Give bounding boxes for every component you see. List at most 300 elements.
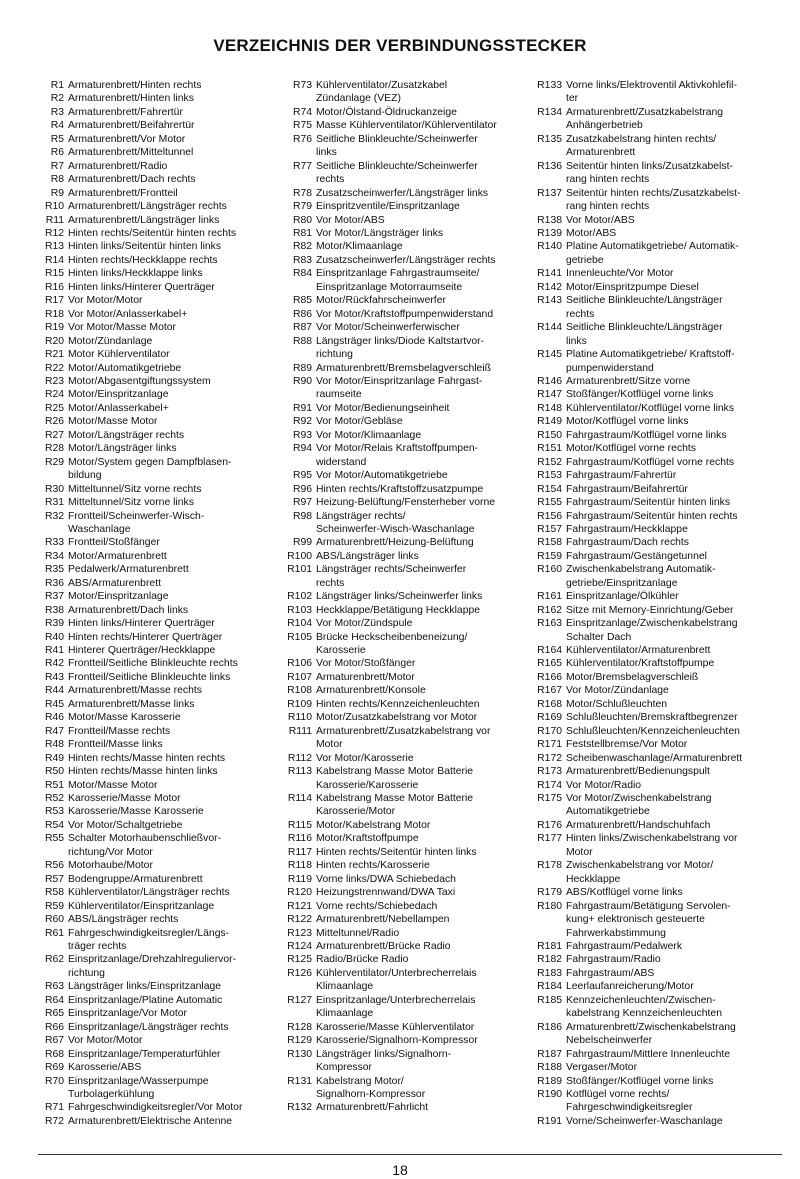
connector-code: R70 xyxy=(44,1075,64,1087)
connector-code: R124 xyxy=(287,941,312,952)
connector-entry xyxy=(524,536,772,549)
connector-code: R186 xyxy=(537,1021,562,1033)
connector-entry xyxy=(278,308,522,321)
connector-description-line: Hinten rechts/Masse hinten rechts xyxy=(68,752,226,764)
connector-description-line: Vor Motor/Motor xyxy=(68,295,143,307)
connector-entry xyxy=(278,900,522,913)
connector-code: R76 xyxy=(292,133,312,145)
connector-description-line: Hinten links/Zwischenkabelstrang vor xyxy=(566,833,738,845)
connector-description-line: Vor Motor/Kraftstoffpumpenwiderstand xyxy=(316,308,494,320)
connector-code: R13 xyxy=(44,241,64,253)
connector-code: R163 xyxy=(537,618,562,630)
connector-code: R81 xyxy=(292,227,312,239)
connector-description-line: Scheinwerfer-Wisch-Waschanlage xyxy=(316,523,475,535)
connector-description xyxy=(68,886,268,899)
connector-description-line: Seitentür hinten rechts/Zusatzkabelst- xyxy=(566,187,741,199)
connector-description xyxy=(316,321,522,334)
connector-description-line: Armaturenbrett/Konsole xyxy=(316,685,426,697)
connector-code: R32 xyxy=(44,510,64,522)
connector-entry xyxy=(278,846,522,859)
connector-code: R15 xyxy=(44,268,64,280)
connector-entry xyxy=(36,362,268,375)
connector-entry xyxy=(36,388,268,401)
connector-code: R115 xyxy=(287,819,312,831)
connector-entry xyxy=(36,510,268,537)
connector-entry xyxy=(524,953,772,966)
connector-entry xyxy=(524,523,772,536)
connector-description-line: Frontteil/Masse links xyxy=(68,739,163,751)
connector-description-line: Scheibenwaschanlage/Armaturenbrett xyxy=(566,752,743,764)
connector-code: R19 xyxy=(44,322,64,334)
connector-entry xyxy=(36,536,268,549)
connector-entry xyxy=(524,1061,772,1074)
connector-description xyxy=(316,563,522,590)
connector-description-line: Armaturenbrett/Masse rechts xyxy=(68,685,202,697)
connector-code: R50 xyxy=(44,766,64,778)
connector-description xyxy=(68,106,268,119)
connector-code: R44 xyxy=(44,685,64,697)
connector-description-line: Automatikgetriebe xyxy=(566,806,650,818)
connector-description xyxy=(566,940,772,953)
connector-code: R166 xyxy=(537,671,562,683)
connector-description-line: Vor Motor/Stoßfänger xyxy=(316,658,416,670)
connector-description xyxy=(316,362,522,375)
page-title: VERZEICHNIS DER VERBINDUNGSSTECKER xyxy=(213,36,587,55)
connector-description-line: Einspritzanlage/Längsträger rechts xyxy=(68,1021,229,1033)
connector-description-line: Platine Automatikgetriebe/ Kraftstoff- xyxy=(566,349,735,361)
connector-entry xyxy=(36,240,268,253)
connector-entry xyxy=(278,1048,522,1075)
connector-description-line: Vor Motor/Motor xyxy=(68,1035,143,1047)
connector-description-line: Kühlerventilator/Einspritzanlage xyxy=(68,900,215,912)
connector-description-line: Fahrgastraum/Mittlere Innenleuchte xyxy=(566,1048,731,1060)
connector-description xyxy=(566,536,772,549)
connector-description xyxy=(566,160,772,187)
connector-description-line: Motor/Anlasserkabel+ xyxy=(68,402,169,414)
connector-entry xyxy=(524,657,772,670)
connector-code: R142 xyxy=(537,281,562,293)
connector-description-line: Kabelstrang Masse Motor Batterie xyxy=(316,793,474,805)
connector-description-line: Zwischenkabelstrang vor Motor/ xyxy=(566,860,714,872)
connector-description-line: Zwischenkabelstrang Automatik- xyxy=(566,564,716,576)
connector-description-line: Armaturenbrett/Fahrertür xyxy=(68,106,183,118)
connector-entry xyxy=(278,254,522,267)
connector-description xyxy=(68,227,268,240)
connector-entry xyxy=(524,79,772,106)
connector-description-line: Zusatzscheinwerfer/Längsträger links xyxy=(316,187,489,199)
connector-description-line: kabelstrang Kennzeichenleuchten xyxy=(566,1008,722,1020)
connector-code: R189 xyxy=(537,1075,562,1087)
connector-code: R79 xyxy=(292,201,312,213)
connector-entry xyxy=(524,402,772,415)
connector-entry xyxy=(36,792,268,805)
connector-description-line: Motor/Einspritzanlage xyxy=(68,591,169,603)
connector-code: R187 xyxy=(537,1048,562,1060)
connector-description xyxy=(316,133,522,160)
connector-code: R161 xyxy=(537,591,562,603)
connector-description-line: Motor/Kotflügel vorne rechts xyxy=(566,443,696,455)
connector-entry xyxy=(278,1101,522,1114)
connector-description xyxy=(566,456,772,469)
connector-description xyxy=(566,294,772,321)
connector-description-line: Einspritzanlage Motorraumseite xyxy=(316,281,463,293)
connector-description-line: Stoßfänger/Kotflügel vorne links xyxy=(566,389,714,401)
connector-description-line: Frontteil/Masse rechts xyxy=(68,725,171,737)
connector-description-line: Armaturenbrett/Elektrische Antenne xyxy=(68,1115,233,1127)
connector-description-line: rang hinten rechts xyxy=(566,174,650,186)
connector-code: R134 xyxy=(537,106,562,118)
connector-entry xyxy=(278,550,522,563)
connector-description-line: links xyxy=(566,335,587,347)
connector-description-line: Seitentür hinten links/Zusatzkabelst- xyxy=(566,160,733,172)
connector-entry xyxy=(524,1115,772,1128)
connector-description-line: Einspritzanlage/Wasserpumpe xyxy=(68,1075,209,1087)
connector-description-line: Armaturenbrett/Hinten links xyxy=(68,93,194,105)
connector-code: R90 xyxy=(292,375,312,387)
connector-entry xyxy=(278,79,522,106)
connector-code: R28 xyxy=(44,443,64,455)
connector-entry xyxy=(36,308,268,321)
connector-description xyxy=(316,214,522,227)
connector-description-line: Fahrgastraum/Seitentür hinten links xyxy=(566,497,731,509)
connector-code: R96 xyxy=(292,483,312,495)
connector-entry xyxy=(524,738,772,751)
connector-description-line: Fahrgeschwindigkeitsregler/Vor Motor xyxy=(68,1102,243,1114)
connector-code: R48 xyxy=(44,739,64,751)
connector-description-line: Fahrwerkabstimmung xyxy=(566,927,666,939)
connector-description xyxy=(566,725,772,738)
connector-description-line: Heckklappe/Betätigung Heckklappe xyxy=(316,604,481,616)
connector-description-line: richtung xyxy=(316,349,353,361)
connector-description xyxy=(68,335,268,348)
connector-entry xyxy=(36,577,268,590)
connector-description-line: Fahrgeschwindigkeitsregler xyxy=(566,1102,693,1114)
connector-description xyxy=(566,900,772,940)
connector-entry xyxy=(278,698,522,711)
connector-description xyxy=(68,738,268,751)
connector-description-line: Motor/Zündanlage xyxy=(68,335,153,347)
connector-entry xyxy=(524,684,772,697)
connector-entry xyxy=(278,214,522,227)
connector-list-column-1 xyxy=(36,79,268,1128)
connector-description xyxy=(316,1048,522,1075)
connector-entry xyxy=(36,119,268,132)
connector-description-line: Mitteltunnel/Sitz vorne rechts xyxy=(68,483,202,495)
connector-description-line: Motorhaube/Motor xyxy=(68,860,153,872)
connector-entry xyxy=(36,1061,268,1074)
connector-description-line: Armaturenbrett/Bedienungspult xyxy=(566,766,710,778)
connector-code: R58 xyxy=(44,887,64,899)
connector-description-line: Armaturenbrett/Längsträger links xyxy=(68,214,220,226)
connector-description-line: Klimaanlage xyxy=(316,981,374,993)
connector-description-line: Hinten rechts/Kennzeichenleuchten xyxy=(316,698,480,710)
connector-description xyxy=(68,900,268,913)
connector-code: R94 xyxy=(292,443,312,455)
connector-entry xyxy=(36,335,268,348)
connector-code: R127 xyxy=(287,994,312,1006)
connector-description-line: Motor Kühlerventilator xyxy=(68,349,170,361)
connector-description xyxy=(316,536,522,549)
connector-description-line: Fahrgastraum/Radio xyxy=(566,954,661,966)
connector-description-line: Motor/Rückfahrscheinwerfer xyxy=(316,295,446,307)
connector-description xyxy=(68,510,268,537)
connector-description-line: Fahrgastraum/Seitentür hinten rechts xyxy=(566,510,738,522)
connector-description xyxy=(68,321,268,334)
connector-entry xyxy=(36,819,268,832)
connector-entry xyxy=(278,375,522,402)
connector-description-line: Armaturenbrett/Längsträger rechts xyxy=(68,201,227,213)
connector-description-line: getriebe/Einspritzanlage xyxy=(566,577,678,589)
connector-entry xyxy=(524,752,772,765)
connector-entry xyxy=(36,1101,268,1114)
connector-entry xyxy=(36,604,268,617)
connector-entry xyxy=(524,106,772,133)
connector-entry xyxy=(278,510,522,537)
connector-description-line: Frontteil/Stoßfänger xyxy=(68,537,160,549)
connector-code: R60 xyxy=(44,914,64,926)
connector-code: R82 xyxy=(292,241,312,253)
connector-entry xyxy=(524,160,772,187)
connector-code: R105 xyxy=(287,631,312,643)
connector-description-line: Einspritzventile/Einspritzanlage xyxy=(316,201,460,213)
connector-description xyxy=(566,819,772,832)
connector-entry xyxy=(524,133,772,160)
connector-description xyxy=(566,1061,772,1074)
connector-description-line: Karosserie/Signalhorn-Kompressor xyxy=(316,1035,478,1047)
connector-description-line: kung+ elektronisch gesteuerte xyxy=(566,914,705,926)
connector-description xyxy=(68,994,268,1007)
connector-description-line: Brücke Heckscheibenbeneizung/ xyxy=(316,631,468,643)
connector-description xyxy=(68,1048,268,1061)
connector-description xyxy=(566,644,772,657)
connector-description xyxy=(566,563,772,590)
connector-description-line: Schlußleuchten/Bremskraftbegrenzer xyxy=(566,712,738,724)
connector-code: R155 xyxy=(537,497,562,509)
connector-description-line: raumseite xyxy=(316,389,362,401)
connector-code: R78 xyxy=(292,187,312,199)
connector-code: R109 xyxy=(287,698,312,710)
connector-description xyxy=(68,214,268,227)
connector-description-line: Vor Motor/Zwischenkabelstrang xyxy=(566,793,712,805)
connector-entry xyxy=(278,684,522,697)
connector-description-line: Heizungstrennwand/DWA Taxi xyxy=(316,887,456,899)
connector-description-line: Motor/Kabelstrang Motor xyxy=(316,819,431,831)
connector-code: R53 xyxy=(44,806,64,818)
connector-code: R55 xyxy=(44,833,64,845)
connector-description-line: Armaturenbrett/Beifahrertür xyxy=(68,120,195,132)
connector-description xyxy=(68,146,268,159)
connector-entry xyxy=(524,442,772,455)
connector-description xyxy=(68,644,268,657)
connector-code: R140 xyxy=(537,241,562,253)
connector-code: R86 xyxy=(292,308,312,320)
connector-code: R153 xyxy=(537,470,562,482)
connector-description-line: Kennzeichenleuchten/Zwischen- xyxy=(566,994,716,1006)
connector-description-line: Fahrgastraum/Kotflügel vorne rechts xyxy=(566,456,735,468)
connector-code: R125 xyxy=(287,954,312,966)
connector-description xyxy=(316,940,522,953)
connector-code: R169 xyxy=(537,712,562,724)
connector-entry xyxy=(36,267,268,280)
connector-description xyxy=(68,294,268,307)
connector-description xyxy=(566,133,772,160)
connector-description xyxy=(68,92,268,105)
connector-description xyxy=(316,873,522,886)
connector-entry xyxy=(524,227,772,240)
connector-code: R157 xyxy=(537,523,562,535)
connector-entry xyxy=(524,1088,772,1115)
connector-code: R116 xyxy=(287,833,312,845)
connector-description xyxy=(316,927,522,940)
connector-description xyxy=(566,483,772,496)
connector-entry xyxy=(278,617,522,630)
connector-entry xyxy=(36,873,268,886)
connector-description-line: Vor Motor/Relais Kraftstoffpumpen- xyxy=(316,443,479,455)
connector-entry xyxy=(36,550,268,563)
connector-description-line: ABS/Kotflügel vorne links xyxy=(566,887,683,899)
connector-code: R57 xyxy=(44,873,64,885)
connector-description-line: Fahrgastraum/ABS xyxy=(566,967,655,979)
connector-code: R72 xyxy=(44,1115,64,1127)
connector-entry xyxy=(36,429,268,442)
connector-code: R56 xyxy=(44,860,64,872)
connector-entry xyxy=(524,348,772,375)
connector-description-line: Armaturenbrett/Hinten rechts xyxy=(68,80,202,91)
connector-code: R120 xyxy=(287,887,312,899)
connector-code: R177 xyxy=(537,833,562,845)
connector-description-line: Schlußleuchten/Kennzeichenleuchten xyxy=(566,725,740,737)
connector-description xyxy=(68,617,268,630)
connector-code: R111 xyxy=(288,725,312,737)
connector-entry xyxy=(36,738,268,751)
connector-description xyxy=(566,994,772,1021)
connector-description xyxy=(566,590,772,603)
connector-code: R45 xyxy=(44,698,64,710)
connector-entry xyxy=(524,415,772,428)
connector-entry xyxy=(36,173,268,186)
connector-code: R164 xyxy=(537,645,562,657)
connector-code: R154 xyxy=(537,483,562,495)
connector-description xyxy=(316,765,522,792)
connector-description xyxy=(316,79,522,106)
connector-description-line: Einspritzanlage/Unterbrecherrelais xyxy=(316,994,476,1006)
connector-entry xyxy=(278,496,522,509)
connector-description xyxy=(68,1115,268,1128)
connector-description-line: Hinten links/Seitentür hinten links xyxy=(68,241,222,253)
connector-code: R158 xyxy=(537,537,562,549)
connector-entry xyxy=(36,200,268,213)
connector-description xyxy=(316,900,522,913)
connector-entry xyxy=(524,187,772,214)
connector-code: R175 xyxy=(537,793,562,805)
connector-code: R112 xyxy=(287,752,312,764)
connector-code: R97 xyxy=(292,497,312,509)
connector-entry xyxy=(36,953,268,980)
connector-entry xyxy=(36,590,268,603)
connector-description-line: bildung xyxy=(68,470,102,482)
connector-code: R54 xyxy=(44,819,64,831)
connector-code: R46 xyxy=(44,712,64,724)
connector-description-line: Seitliche Blinkleuchte/Längsträger xyxy=(566,295,723,307)
connector-entry xyxy=(278,657,522,670)
connector-code: R148 xyxy=(537,402,562,414)
connector-entry xyxy=(36,631,268,644)
connector-description-line: ter xyxy=(566,93,579,105)
connector-entry xyxy=(524,698,772,711)
connector-entry xyxy=(36,214,268,227)
connector-code: R25 xyxy=(44,402,64,414)
connector-entry xyxy=(36,496,268,509)
connector-description-line: Armaturenbrett/Motor xyxy=(316,671,415,683)
connector-description-line: Masse Kühlerventilator/Kühlerventilator xyxy=(316,120,497,132)
connector-description xyxy=(316,698,522,711)
connector-code: R117 xyxy=(287,846,312,858)
connector-description-line: Heizung-Belüftung/Fensterheber vorne xyxy=(316,497,496,509)
connector-entry xyxy=(36,442,268,455)
connector-entry xyxy=(36,644,268,657)
connector-code: R165 xyxy=(537,658,562,670)
connector-description-line: Armaturenbrett/Sitze vorne xyxy=(566,375,691,387)
connector-description xyxy=(316,187,522,200)
connector-description xyxy=(316,792,522,819)
connector-description xyxy=(68,119,268,132)
connector-description xyxy=(68,953,268,980)
connector-description-line: Motor/Abgasentgiftungssystem xyxy=(68,375,211,387)
connector-description-line: Kühlerventilator/Unterbrecherrelais xyxy=(316,967,477,979)
connector-code: R130 xyxy=(287,1048,312,1060)
connector-description xyxy=(566,240,772,267)
connector-description-line: Armaturenbrett/Masse links xyxy=(68,698,195,710)
connector-code: R84 xyxy=(292,268,312,280)
connector-description xyxy=(566,348,772,375)
connector-entry xyxy=(524,980,772,993)
connector-description xyxy=(316,483,522,496)
connector-description-line: Hinten rechts/Karosserie xyxy=(316,860,430,872)
connector-description xyxy=(566,227,772,240)
connector-description xyxy=(316,1034,522,1047)
connector-code: R26 xyxy=(44,416,64,428)
connector-entry xyxy=(524,429,772,442)
connector-description-line: Armaturenbrett/Zwischenkabelstrang xyxy=(566,1021,736,1033)
connector-description-line: Zündanlage (VEZ) xyxy=(316,93,401,105)
connector-entry xyxy=(524,644,772,657)
connector-description-line: Einspritzanlage Fahrgastraumseite/ xyxy=(316,268,480,280)
connector-description-line: Bodengruppe/Armaturenbrett xyxy=(68,873,203,885)
connector-code: R171 xyxy=(537,739,562,751)
connector-description xyxy=(68,752,268,765)
connector-description xyxy=(316,1075,522,1102)
connector-description xyxy=(68,348,268,361)
connector-description xyxy=(316,119,522,132)
connector-description-line: Kühlerventilator/Längsträger rechts xyxy=(68,887,230,899)
connector-description xyxy=(566,187,772,214)
connector-description xyxy=(566,752,772,765)
connector-description-line: Vor Motor/Einspritzanlage Fahrgast- xyxy=(316,375,483,387)
connector-code: R51 xyxy=(44,779,64,791)
connector-description xyxy=(316,429,522,442)
connector-code: R132 xyxy=(287,1102,312,1114)
connector-description-line: Vor Motor/Radio xyxy=(566,779,642,791)
connector-entry xyxy=(524,711,772,724)
connector-description xyxy=(566,79,772,106)
connector-code: R121 xyxy=(287,900,312,912)
connector-description xyxy=(316,590,522,603)
connector-description-line: Frontteil/Scheinwerfer-Wisch- xyxy=(68,510,205,522)
connector-code: R5 xyxy=(50,133,64,145)
connector-entry xyxy=(278,240,522,253)
connector-description xyxy=(68,442,268,455)
connector-description-line: Karosserie/Masse Karosserie xyxy=(68,806,204,818)
